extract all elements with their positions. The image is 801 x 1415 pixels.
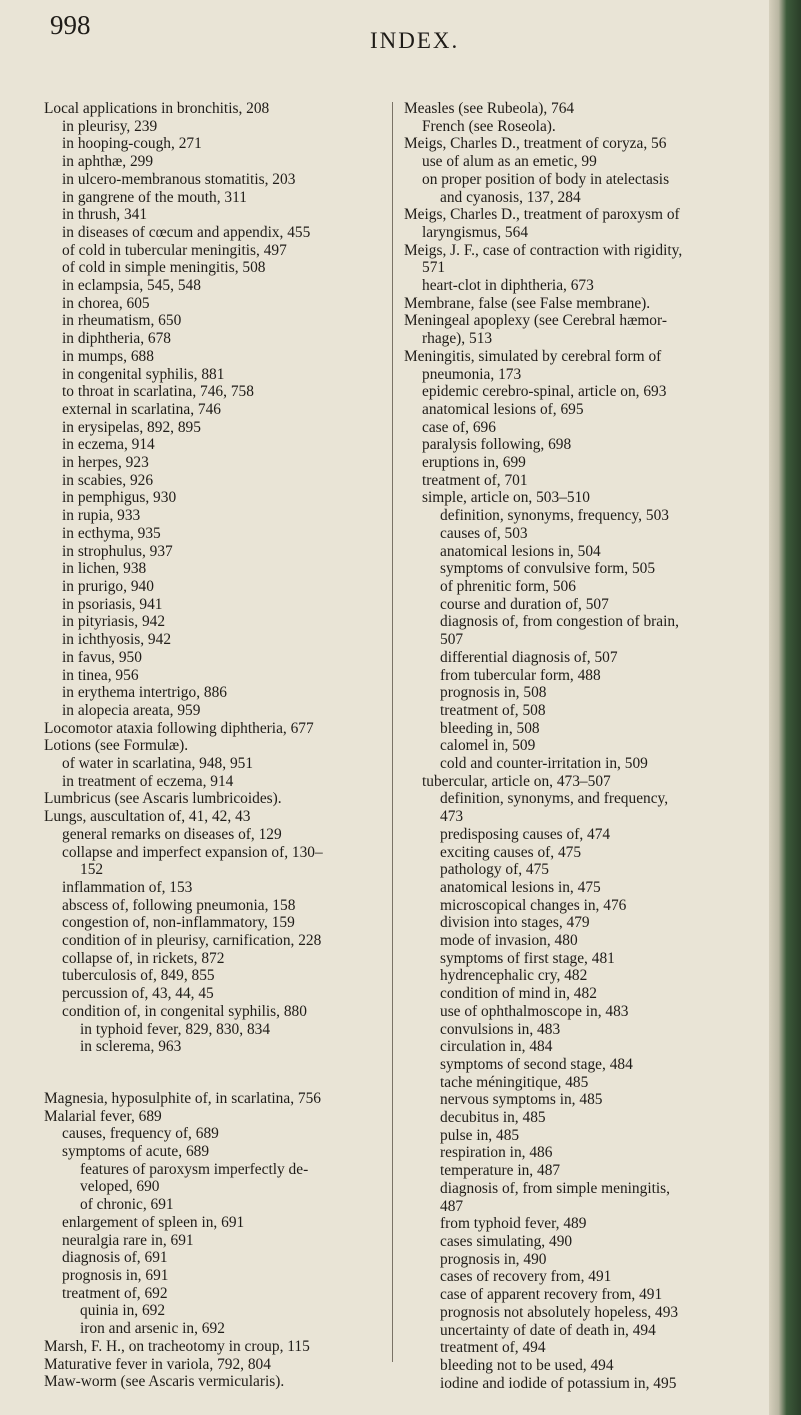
index-subentry: hydrencephalic cry, 482 [440, 967, 588, 985]
index-subentry: in diseases of cœcum and appendix, 455 [62, 223, 311, 241]
index-heading: Lumbricus (see Ascaris lumbricoides). [44, 790, 282, 808]
index-subentry: calomel in, 509 [440, 737, 536, 755]
index-subentry: of cold in simple meningitis, 508 [62, 259, 266, 277]
index-subentry: in mumps, 688 [62, 347, 154, 365]
index-subentry: in rupia, 933 [62, 507, 141, 525]
index-subentry: in prurigo, 940 [62, 577, 154, 595]
index-subentry: in psoriasis, 941 [62, 595, 163, 613]
index-subentry: case of apparent recovery from, 491 [440, 1286, 663, 1304]
index-subentry: mode of invasion, 480 [440, 932, 578, 950]
index-subentry: in typhoid fever, 829, 830, 834 [80, 1020, 271, 1038]
index-subentry: bleeding in, 508 [440, 719, 540, 737]
index-subentry: course and duration of, 507 [440, 595, 609, 613]
index-subentry: French (see Roseola). [422, 117, 556, 135]
page-edge [769, 0, 801, 1415]
index-subentry: in ecthyma, 935 [62, 524, 161, 542]
index-subentry: and cyanosis, 137, 284 [440, 188, 581, 206]
index-subentry: in gangrene of the mouth, 311 [62, 188, 247, 206]
index-subentry: of cold in tubercular meningitis, 497 [62, 241, 287, 259]
index-subentry: in diphtheria, 678 [62, 330, 171, 348]
index-subentry: anatomical lesions of, 695 [422, 400, 584, 418]
index-subentry: neuralgia rare in, 691 [62, 1231, 194, 1249]
index-subentry: cold and counter-irritation in, 509 [440, 755, 648, 773]
index-subentry: division into stages, 479 [440, 914, 590, 932]
index-subentry: features of paroxysm imperfectly de- [80, 1160, 309, 1178]
column-divider [392, 102, 393, 1362]
index-subentry: in erysipelas, 892, 895 [62, 418, 201, 436]
index-subentry: from tubercular form, 488 [440, 666, 601, 684]
section-gap [44, 1056, 390, 1090]
index-subentry: 473 [440, 808, 464, 826]
index-heading: Meningitis, simulated by cerebral form of [404, 347, 662, 365]
index-subentry: in lichen, 938 [62, 560, 147, 578]
index-subentry: definition, synonyms, and frequency, [440, 790, 669, 808]
index-subentry: in favus, 950 [62, 648, 142, 666]
index-heading: Measles (see Rubeola), 764 [404, 100, 575, 117]
index-subentry: decubitus in, 485 [440, 1109, 546, 1127]
index-subentry: in scabies, 926 [62, 471, 154, 489]
index-heading: Marsh, F. H., on tracheotomy in croup, 115 [44, 1337, 310, 1355]
index-subentry: symptoms of second stage, 484 [440, 1055, 633, 1073]
index-heading: Membrane, false (see False membrane). [404, 294, 651, 312]
index-subentry: tuberculosis of, 849, 855 [62, 967, 215, 985]
index-subentry: convulsions in, 483 [440, 1020, 561, 1038]
index-subentry: causes, frequency of, 689 [62, 1125, 219, 1143]
index-subentry: prognosis in, 490 [440, 1250, 547, 1268]
index-subentry: 152 [80, 861, 104, 879]
index-subentry: in eczema, 914 [62, 436, 155, 454]
index-subentry: prognosis not absolutely hopeless, 493 [440, 1303, 679, 1321]
index-subentry: iron and arsenic in, 692 [80, 1320, 225, 1338]
index-subentry: 487 [440, 1197, 464, 1215]
index-heading: Locomotor ataxia following diphtheria, 677 [44, 719, 314, 737]
page-number: 998 [50, 10, 91, 40]
index-subentry: in hooping-cough, 271 [62, 135, 202, 153]
index-subentry: on proper position of body in atelectasis [422, 170, 670, 188]
index-subentry: percussion of, 43, 44, 45 [62, 985, 214, 1003]
index-subentry: exciting causes of, 475 [440, 843, 582, 861]
index-subentry: from typhoid fever, 489 [440, 1215, 587, 1233]
index-subentry: paralysis following, 698 [422, 436, 572, 454]
index-subentry: in erythema intertrigo, 886 [62, 684, 227, 702]
index-subentry: 507 [440, 631, 464, 649]
index-subentry: in chorea, 605 [62, 294, 150, 312]
index-heading: Maw-worm (see Ascaris vermicularis). [44, 1373, 285, 1391]
index-subentry: enlargement of spleen in, 691 [62, 1213, 245, 1231]
index-subentry: abscess of, following pneumonia, 158 [62, 896, 296, 914]
index-subentry: predisposing causes of, 474 [440, 825, 611, 843]
index-subentry: treatment of, 701 [422, 471, 528, 489]
index-subentry: bleeding not to be used, 494 [440, 1356, 614, 1374]
index-subentry: causes of, 503 [440, 524, 528, 542]
index-column-right [404, 100, 756, 1392]
index-subentry: differential diagnosis of, 507 [440, 648, 618, 666]
index-subentry: in strophulus, 937 [62, 542, 173, 560]
index-column-left [44, 100, 390, 1391]
index-subentry: congestion of, non-inflammatory, 159 [62, 914, 295, 932]
index-subentry: condition of, in congenital syphilis, 880 [62, 1002, 307, 1020]
index-subentry: symptoms of first stage, 481 [440, 949, 615, 967]
index-subentry: eruptions in, 699 [422, 454, 526, 472]
index-subentry: temperature in, 487 [440, 1162, 561, 1180]
index-heading: Malarial fever, 689 [44, 1107, 162, 1125]
index-subentry: in pleurisy, 239 [62, 117, 158, 135]
index-subentry: rhage), 513 [422, 330, 493, 348]
index-subentry: collapse of, in rickets, 872 [62, 949, 225, 967]
index-subentry: in alopecia areata, 959 [62, 701, 201, 719]
index-subentry: uncertainty of date of death in, 494 [440, 1321, 656, 1339]
index-subentry: in congenital syphilis, 881 [62, 365, 225, 383]
index-subentry: cases simulating, 490 [440, 1233, 573, 1250]
index-subentry: diagnosis of, from simple meningitis, [440, 1179, 670, 1197]
index-heading: Meigs, Charles D., treatment of paroxysm of [404, 206, 680, 224]
index-subentry: treatment of, 508 [440, 701, 546, 719]
index-subentry: in tinea, 956 [62, 666, 139, 684]
index-subentry: definition, synonyms, frequency, 503 [440, 507, 669, 525]
index-subentry: laryngismus, 564 [422, 223, 529, 241]
index-subentry: in ichthyosis, 942 [62, 631, 172, 649]
index-subentry: use of alum as an emetic, 99 [422, 153, 597, 171]
index-subentry: in thrush, 341 [62, 206, 148, 224]
index-subentry: epidemic cerebro-spinal, article on, 693 [422, 383, 667, 401]
index-subentry: cases of recovery from, 491 [440, 1268, 612, 1286]
index-subentry: prognosis in, 508 [440, 684, 547, 702]
index-subentry: diagnosis of, from congestion of brain, [440, 613, 679, 631]
index-subentry: in herpes, 923 [62, 454, 149, 472]
index-subentry: in eclampsia, 545, 548 [62, 277, 201, 295]
index-subentry: in sclerema, 963 [80, 1038, 182, 1056]
index-subentry: tubercular, article on, 473–507 [422, 772, 611, 790]
index-subentry: circulation in, 484 [440, 1038, 553, 1056]
index-subentry: condition of mind in, 482 [440, 985, 597, 1003]
index-heading: Local applications in bronchitis, 208 [44, 100, 270, 117]
index-subentry: pathology of, 475 [440, 861, 550, 879]
index-subentry: anatomical lesions in, 475 [440, 878, 601, 896]
index-subentry: external in scarlatina, 746 [62, 400, 221, 418]
index-subentry: diagnosis of, 691 [62, 1249, 168, 1267]
index-subentry: treatment of, 692 [62, 1284, 168, 1302]
index-subentry: in aphthæ, 299 [62, 153, 154, 171]
index-subentry: case of, 696 [422, 418, 496, 436]
index-subentry: of phrenitic form, 506 [440, 577, 576, 595]
index-subentry: pneumonia, 173 [422, 365, 522, 383]
index-subentry: veloped, 690 [80, 1178, 160, 1196]
index-subentry: in rheumatism, 650 [62, 312, 182, 330]
index-subentry: symptoms of convulsive form, 505 [440, 560, 656, 578]
index-subentry: in pemphigus, 930 [62, 489, 177, 507]
index-subentry: inflammation of, 153 [62, 878, 193, 896]
index-subentry: collapse and imperfect expansion of, 130– [62, 843, 323, 861]
index-heading: Lotions (see Formulæ). [44, 737, 189, 755]
index-subentry: tache méningitique, 485 [440, 1073, 589, 1091]
index-heading: Meigs, Charles D., treatment of coryza, 56 [404, 135, 667, 153]
index-subentry: nervous symptoms in, 485 [440, 1091, 603, 1109]
index-subentry: anatomical lesions in, 504 [440, 542, 601, 560]
index-subentry: of chronic, 691 [80, 1196, 174, 1214]
index-subentry: prognosis in, 691 [62, 1267, 169, 1284]
index-subentry: simple, article on, 503–510 [422, 489, 590, 507]
index-subentry: condition of in pleurisy, carnification, 228 [62, 932, 322, 950]
index-subentry: in pityriasis, 942 [62, 613, 166, 631]
index-heading: Meningeal apoplexy (see Cerebral hæmor- [404, 312, 667, 330]
index-subentry: of water in scarlatina, 948, 951 [62, 755, 254, 773]
index-subentry: 571 [422, 259, 446, 277]
index-subentry: in ulcero-membranous stomatitis, 203 [62, 170, 296, 188]
index-subentry: respiration in, 486 [440, 1144, 553, 1162]
index-subentry: use of ophthalmoscope in, 483 [440, 1002, 629, 1020]
index-subentry: general remarks on diseases of, 129 [62, 825, 282, 843]
index-subentry: microscopical changes in, 476 [440, 896, 627, 914]
index-subentry: symptoms of acute, 689 [62, 1143, 210, 1161]
index-subentry: heart-clot in diphtheria, 673 [422, 277, 594, 295]
index-heading: Meigs, J. F., case of contraction with rigidity, [404, 241, 683, 259]
index-heading: Maturative fever in variola, 792, 804 [44, 1355, 271, 1373]
index-subentry: quinia in, 692 [80, 1302, 166, 1320]
index-subentry: pulse in, 485 [440, 1126, 520, 1144]
index-subentry: treatment of, 494 [440, 1339, 546, 1357]
index-subentry: iodine and iodide of potassium in, 495 [440, 1374, 677, 1392]
running-head: INDEX. [370, 28, 460, 53]
index-heading: Lungs, auscultation of, 41, 42, 43 [44, 808, 251, 826]
index-subentry: in treatment of eczema, 914 [62, 772, 234, 790]
index-subentry: to throat in scarlatina, 746, 758 [62, 383, 254, 401]
index-heading: Magnesia, hyposulphite of, in scarlatina, 756 [44, 1089, 321, 1107]
